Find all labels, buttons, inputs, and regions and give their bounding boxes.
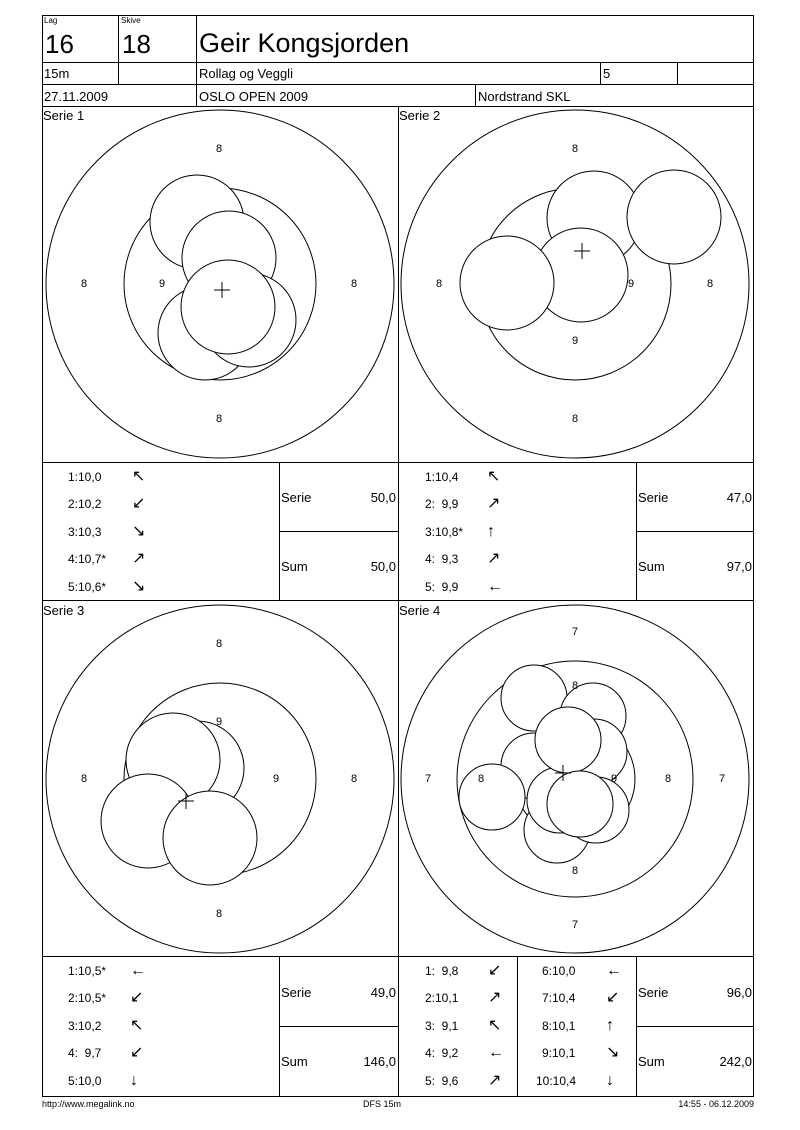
- ring-label: 9: [216, 716, 223, 728]
- ring-label: 9: [273, 773, 280, 785]
- shot-value: 2: 9,9: [425, 497, 459, 511]
- shooter-name: Geir Kongsjorden: [199, 28, 410, 58]
- shot-hole: [163, 791, 257, 885]
- shot-hole: [535, 707, 601, 773]
- shot-value: 2:10,1: [425, 991, 459, 1005]
- direction-arrow-icon: ↘: [606, 1044, 620, 1061]
- sum-label: Sum: [281, 1054, 308, 1069]
- serie-score: 96,0: [726, 985, 752, 1000]
- sum-label: Sum: [281, 559, 308, 574]
- direction-arrow-icon: ↓: [606, 1072, 614, 1089]
- direction-arrow-icon: ↖: [132, 468, 146, 485]
- direction-arrow-icon: ↙: [130, 1044, 144, 1061]
- shot-hole: [627, 170, 721, 264]
- direction-arrow-icon: ←: [606, 962, 622, 979]
- shot-value: 4: 9,3: [425, 552, 459, 566]
- shot-value: 1: 9,8: [425, 964, 459, 978]
- serie-score: 50,0: [370, 490, 396, 505]
- shot-hole: [181, 260, 275, 354]
- shot-value: 2:10,5*: [68, 991, 107, 1005]
- lag-label: Lag: [44, 16, 58, 25]
- ring-label: 8: [216, 413, 223, 425]
- shot-hole: [547, 771, 613, 837]
- series-2-title: Serie 2: [399, 108, 441, 123]
- ring-label: 9: [572, 335, 579, 347]
- shot-value: 5: 9,9: [425, 580, 459, 594]
- skive-label: Skive: [121, 16, 141, 25]
- shot-value: 1:10,4: [425, 470, 459, 484]
- lag-value: 16: [45, 29, 74, 59]
- host: Nordstrand SKL: [478, 89, 571, 104]
- direction-arrow-icon: ↗: [132, 550, 146, 567]
- footer-timestamp: 14:55 - 06.12.2009: [678, 1099, 754, 1109]
- ring-label: 7: [425, 773, 432, 785]
- shot-value: 7:10,4: [542, 991, 576, 1005]
- ring-label: 8: [478, 773, 485, 785]
- shot-value: 4: 9,7: [68, 1046, 102, 1060]
- shot-value: 4: 9,2: [425, 1046, 459, 1060]
- direction-arrow-icon: ↑: [606, 1017, 614, 1034]
- ring-label: 8: [81, 278, 88, 290]
- direction-arrow-icon: ↙: [488, 962, 502, 979]
- direction-arrow-icon: ↙: [132, 495, 146, 512]
- series-1-title: Serie 1: [43, 108, 85, 123]
- serie-score: 47,0: [726, 490, 752, 505]
- ring-label: 7: [572, 626, 579, 638]
- direction-arrow-icon: ↖: [130, 1017, 144, 1034]
- shot-hole: [459, 764, 525, 830]
- direction-arrow-icon: ←: [487, 578, 503, 595]
- direction-arrow-icon: ↙: [606, 989, 620, 1006]
- skive-value: 18: [122, 29, 151, 59]
- serie-label: Serie: [281, 490, 312, 505]
- ring-label: 8: [81, 773, 88, 785]
- ring-label: 8: [216, 143, 223, 155]
- series-3-title: Serie 3: [43, 603, 85, 618]
- shot-value: 5:10,6*: [68, 580, 107, 594]
- ring-label: 8: [351, 773, 358, 785]
- target-1: [46, 110, 394, 458]
- target-3: [46, 605, 394, 953]
- shot-value: 9:10,1: [542, 1046, 576, 1060]
- shot-value: 1:10,5*: [68, 964, 107, 978]
- shot-value: 3: 9,1: [425, 1019, 459, 1033]
- direction-arrow-icon: ↗: [487, 550, 501, 567]
- ring-label: 8: [216, 638, 223, 650]
- ring-label: 8: [436, 278, 443, 290]
- serie-score: 49,0: [370, 985, 396, 1000]
- serie-label: Serie: [638, 985, 669, 1000]
- shot-value: 4:10,7*: [68, 552, 107, 566]
- target-4: [401, 605, 749, 953]
- ring-label: 8: [572, 865, 579, 877]
- sum-score: 242,0: [719, 1054, 752, 1069]
- ring-label: 8: [572, 680, 579, 692]
- direction-arrow-icon: ↘: [132, 578, 146, 595]
- ring-label: 9: [159, 278, 166, 290]
- ring-label: 8: [351, 278, 358, 290]
- direction-arrow-icon: ↓: [130, 1072, 138, 1089]
- shot-value: 3:10,2: [68, 1019, 102, 1033]
- ring-label: 7: [572, 919, 579, 931]
- shot-value: 2:10,2: [68, 497, 102, 511]
- target-2: [401, 110, 749, 458]
- distance: 15m: [44, 66, 70, 81]
- sum-label: Sum: [638, 559, 665, 574]
- footer-link[interactable]: http://www.megalink.no: [42, 1099, 135, 1109]
- class: 5: [603, 66, 611, 81]
- sum-score: 146,0: [363, 1054, 396, 1069]
- sum-score: 97,0: [726, 559, 752, 574]
- series-4-title: Serie 4: [399, 603, 441, 618]
- ring-label: 8: [707, 278, 714, 290]
- direction-arrow-icon: ←: [488, 1044, 504, 1061]
- direction-arrow-icon: ↘: [132, 523, 146, 540]
- shot-value: 8:10,1: [542, 1019, 576, 1033]
- direction-arrow-icon: ↑: [487, 523, 495, 540]
- shot-value: 1:10,0: [68, 470, 102, 484]
- ring-label: 8: [665, 773, 672, 785]
- shot-value: 5:10,0: [68, 1074, 102, 1088]
- shot-hole: [460, 236, 554, 330]
- ring-label: 7: [719, 773, 726, 785]
- event: OSLO OPEN 2009: [199, 89, 309, 104]
- ring-label: 8: [572, 413, 579, 425]
- ring-label: 8: [572, 143, 579, 155]
- serie-label: Serie: [281, 985, 312, 1000]
- direction-arrow-icon: ↗: [488, 989, 502, 1006]
- shot-value: 10:10,4: [536, 1074, 577, 1088]
- date: 27.11.2009: [44, 89, 109, 104]
- ring-label: 9: [628, 278, 635, 290]
- ring-label: 9: [611, 773, 618, 785]
- shot-value: 3:10,8*: [425, 525, 464, 539]
- direction-arrow-icon: ↖: [488, 1017, 502, 1034]
- direction-arrow-icon: ←: [130, 962, 146, 979]
- sum-score: 50,0: [370, 559, 396, 574]
- direction-arrow-icon: ↗: [488, 1072, 502, 1089]
- footer-program: DFS 15m: [363, 1099, 402, 1109]
- direction-arrow-icon: ↖: [487, 468, 501, 485]
- sum-label: Sum: [638, 1054, 665, 1069]
- direction-arrow-icon: ↙: [130, 989, 144, 1006]
- club: Rollag og Veggli: [199, 66, 293, 81]
- shot-value: 5: 9,6: [425, 1074, 459, 1088]
- shot-value: 6:10,0: [542, 964, 576, 978]
- ring-label: 8: [216, 908, 223, 920]
- serie-label: Serie: [638, 490, 669, 505]
- direction-arrow-icon: ↗: [487, 495, 501, 512]
- shot-value: 3:10,3: [68, 525, 102, 539]
